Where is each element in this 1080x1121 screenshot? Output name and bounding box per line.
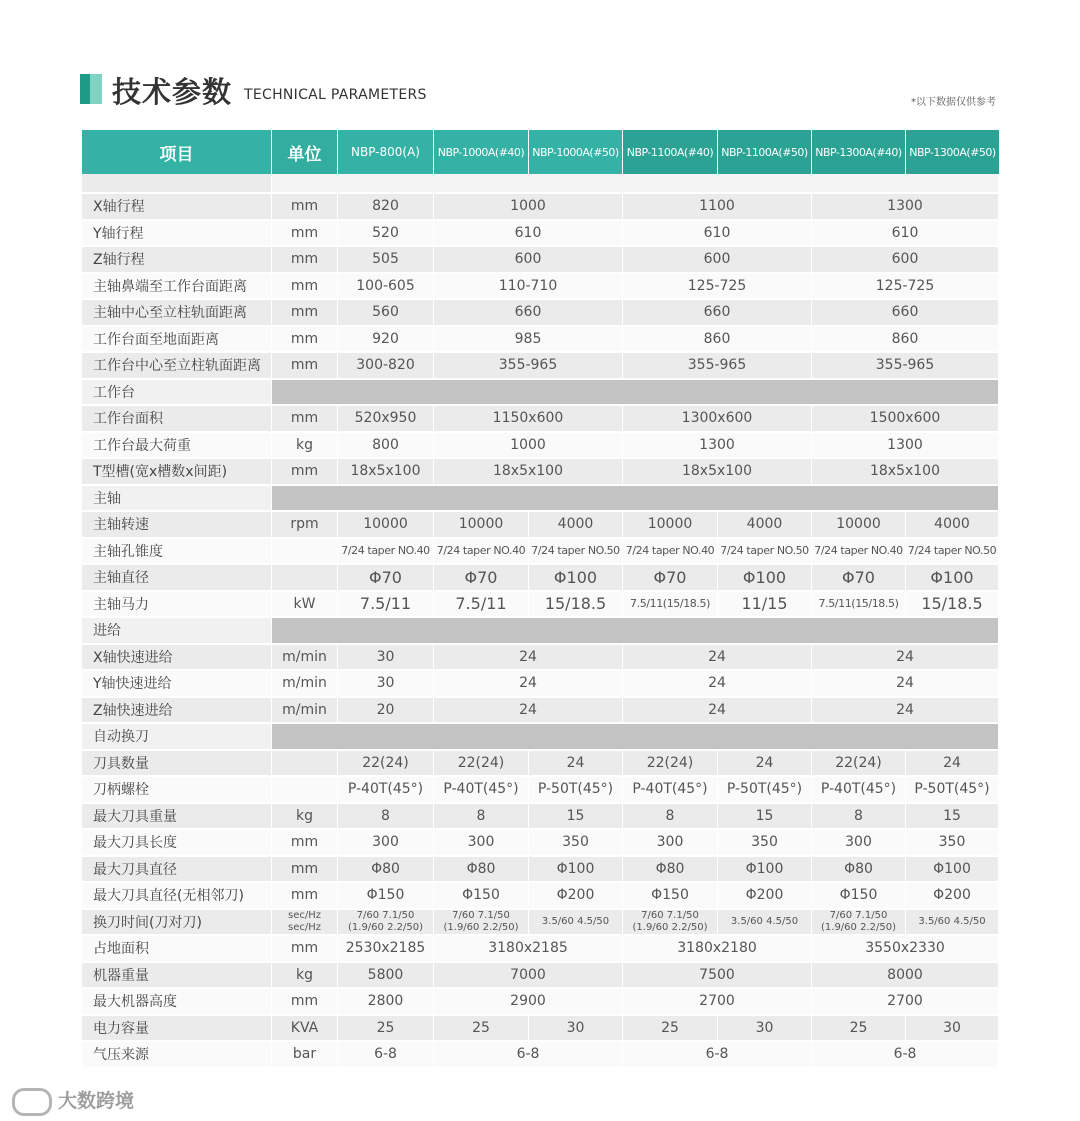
param-value: 24 [812, 645, 999, 672]
section-title: 自动换刀 [82, 724, 272, 751]
param-value: 4000 [906, 512, 999, 539]
param-value: 7/24 taper NO.40 [812, 539, 906, 566]
param-value: 30 [718, 1016, 812, 1043]
param-value: 24 [623, 671, 812, 698]
param-name: 工作台面至地面距离 [82, 327, 272, 354]
parameters-table [82, 130, 999, 1069]
param-value: 6-8 [434, 1042, 623, 1069]
param-value: 300 [623, 830, 718, 857]
param-value: 7/24 taper NO.40 [623, 539, 718, 566]
param-name: 主轴直径 [82, 565, 272, 592]
param-value: 920 [338, 327, 434, 354]
param-value: 15 [529, 804, 623, 831]
param-name: X轴快速进给 [82, 645, 272, 672]
param-value: P-50T(45°) [906, 777, 999, 804]
table-row [82, 910, 999, 937]
param-value: Φ200 [906, 883, 999, 910]
param-name: 主轴孔锥度 [82, 539, 272, 566]
param-value: 22(24) [812, 751, 906, 778]
param-unit: kg [272, 804, 338, 831]
param-name: 换刀时间(刀对刀) [82, 910, 272, 937]
param-value: Φ200 [718, 883, 812, 910]
param-value: 2530x2185 [338, 936, 434, 963]
param-value: 610 [434, 221, 623, 248]
param-unit: kW [272, 592, 338, 619]
param-value: 24 [434, 645, 623, 672]
param-value: 3180x2180 [623, 936, 812, 963]
param-value: 7/60 7.1/50 (1.9/60 2.2/50) [623, 910, 718, 937]
param-value: Φ200 [529, 883, 623, 910]
param-value: 25 [812, 1016, 906, 1043]
param-value: 1300 [812, 433, 999, 460]
param-value: 24 [812, 671, 999, 698]
param-value: 350 [718, 830, 812, 857]
param-value: 18x5x100 [434, 459, 623, 486]
header-unit: 单位 [272, 130, 338, 174]
section-band [272, 486, 999, 513]
param-value: 560 [338, 300, 434, 327]
param-unit [272, 777, 338, 804]
param-name: Y轴行程 [82, 221, 272, 248]
param-name: 主轴转速 [82, 512, 272, 539]
table-row [82, 459, 999, 486]
param-value: 860 [623, 327, 812, 354]
table-row [82, 592, 999, 619]
param-unit: mm [272, 830, 338, 857]
param-value: 24 [623, 698, 812, 725]
param-unit: bar [272, 1042, 338, 1069]
reference-note: *以下数据仅供参考 [911, 97, 996, 108]
param-value: 3.5/60 4.5/50 [906, 910, 999, 937]
param-name: 主轴马力 [82, 592, 272, 619]
param-value: 125-725 [812, 274, 999, 301]
table-row [82, 698, 999, 725]
param-value: 8000 [812, 963, 999, 990]
header-model: NBP-1300A(#40) [812, 130, 906, 174]
section-title: 主轴 [82, 486, 272, 513]
param-value: 25 [338, 1016, 434, 1043]
param-value: 7/60 7.1/50 (1.9/60 2.2/50) [338, 910, 434, 937]
param-value: Φ100 [906, 857, 999, 884]
param-value: 660 [434, 300, 623, 327]
param-value: 8 [812, 804, 906, 831]
param-name: 工作台面积 [82, 406, 272, 433]
param-value: 355-965 [434, 353, 623, 380]
param-name: Z轴快速进给 [82, 698, 272, 725]
table-row [82, 804, 999, 831]
param-value: 7.5/11(15/18.5) [623, 592, 718, 619]
watermark [12, 1086, 134, 1116]
header-model: NBP-1100A(#50) [718, 130, 812, 174]
param-value: 6-8 [623, 1042, 812, 1069]
param-value: 600 [623, 247, 812, 274]
param-unit: m/min [272, 645, 338, 672]
param-value: 18x5x100 [812, 459, 999, 486]
param-value: 10000 [338, 512, 434, 539]
param-value: 10000 [812, 512, 906, 539]
param-value: Φ80 [623, 857, 718, 884]
param-name: 占地面积 [82, 936, 272, 963]
table-row [82, 645, 999, 672]
param-value: Φ150 [812, 883, 906, 910]
param-unit: kg [272, 433, 338, 460]
param-value: 985 [434, 327, 623, 354]
param-value: Φ100 [718, 857, 812, 884]
param-name: Y轴快速进给 [82, 671, 272, 698]
param-value: 7/24 taper NO.40 [338, 539, 434, 566]
param-value: 6-8 [812, 1042, 999, 1069]
section-row [82, 618, 999, 645]
param-value: Φ80 [338, 857, 434, 884]
param-unit: mm [272, 406, 338, 433]
param-value: 610 [812, 221, 999, 248]
header-model: NBP-1100A(#40) [623, 130, 718, 174]
param-unit: mm [272, 883, 338, 910]
param-value: 125-725 [623, 274, 812, 301]
table-row [82, 406, 999, 433]
param-value: 505 [338, 247, 434, 274]
param-name: 最大刀具直径(无相邻刀) [82, 883, 272, 910]
param-unit: mm [272, 353, 338, 380]
header-accent-bar [80, 74, 102, 104]
table-row [82, 1016, 999, 1043]
param-value: 3.5/60 4.5/50 [529, 910, 623, 937]
param-value: 1150x600 [434, 406, 623, 433]
param-value: 7/24 taper NO.50 [906, 539, 999, 566]
param-value: 24 [718, 751, 812, 778]
param-value: 8 [434, 804, 529, 831]
param-value: 10000 [434, 512, 529, 539]
param-unit: mm [272, 221, 338, 248]
param-value: 7/60 7.1/50 (1.9/60 2.2/50) [812, 910, 906, 937]
param-value: 355-965 [812, 353, 999, 380]
param-value: Φ80 [434, 857, 529, 884]
param-unit: mm [272, 857, 338, 884]
param-value: 7500 [623, 963, 812, 990]
header-model: NBP-800(A) [338, 130, 434, 174]
param-value: Φ100 [529, 857, 623, 884]
table-row [82, 353, 999, 380]
param-value: 1300x600 [623, 406, 812, 433]
param-unit: mm [272, 327, 338, 354]
title-cn: 技术参数 [112, 75, 233, 109]
table-row [82, 274, 999, 301]
header-model: NBP-1000A(#40) [434, 130, 529, 174]
param-value: Φ100 [529, 565, 623, 592]
section-band [272, 380, 999, 407]
param-name: 刀具数量 [82, 751, 272, 778]
param-value: 610 [623, 221, 812, 248]
param-value: 3180x2185 [434, 936, 623, 963]
param-value: 18x5x100 [338, 459, 434, 486]
param-value: 660 [812, 300, 999, 327]
title-en: TECHNICAL PARAMETERS [244, 87, 427, 103]
param-name: 最大机器高度 [82, 989, 272, 1016]
section-row [82, 724, 999, 751]
param-value: 1000 [434, 194, 623, 221]
param-value: 1300 [812, 194, 999, 221]
param-name: 最大刀具长度 [82, 830, 272, 857]
param-value: 520 [338, 221, 434, 248]
table-row [82, 857, 999, 884]
param-value: 300-820 [338, 353, 434, 380]
table-row [82, 671, 999, 698]
param-unit [272, 565, 338, 592]
param-unit: mm [272, 989, 338, 1016]
param-value: 860 [812, 327, 999, 354]
param-name: 主轴中心至立柱轨面距离 [82, 300, 272, 327]
param-value: Φ80 [812, 857, 906, 884]
table-row [82, 565, 999, 592]
table-row [82, 433, 999, 460]
table-row [82, 512, 999, 539]
param-unit: m/min [272, 671, 338, 698]
param-unit [272, 539, 338, 566]
param-value: 3.5/60 4.5/50 [718, 910, 812, 937]
param-value: Φ70 [812, 565, 906, 592]
param-value: 25 [623, 1016, 718, 1043]
param-name: 刀柄螺栓 [82, 777, 272, 804]
table-row [82, 989, 999, 1016]
table-row [82, 300, 999, 327]
param-unit: m/min [272, 698, 338, 725]
param-name: 机器重量 [82, 963, 272, 990]
param-value: 15/18.5 [906, 592, 999, 619]
param-value: 30 [338, 645, 434, 672]
param-name: 电力容量 [82, 1016, 272, 1043]
param-value: 600 [812, 247, 999, 274]
param-name: 最大刀具直径 [82, 857, 272, 884]
param-value: 100-605 [338, 274, 434, 301]
param-value: 24 [434, 671, 623, 698]
watermark-text: 大数跨境 [58, 1090, 135, 1112]
watermark-logo-icon [12, 1088, 52, 1116]
table-row [82, 539, 999, 566]
param-name: 气压来源 [82, 1042, 272, 1069]
param-value: 110-710 [434, 274, 623, 301]
param-unit: sec/Hz sec/Hz [272, 910, 338, 937]
param-unit: mm [272, 274, 338, 301]
param-value: 1500x600 [812, 406, 999, 433]
param-name: T型槽(宽x槽数x间距) [82, 459, 272, 486]
param-value: 7/24 taper NO.50 [718, 539, 812, 566]
param-value: 22(24) [623, 751, 718, 778]
param-value: 7/24 taper NO.40 [434, 539, 529, 566]
table-row [82, 963, 999, 990]
param-value: 7/60 7.1/50 (1.9/60 2.2/50) [434, 910, 529, 937]
param-value: 11/15 [718, 592, 812, 619]
table-row [82, 1042, 999, 1069]
param-name: Z轴行程 [82, 247, 272, 274]
param-value: 520x950 [338, 406, 434, 433]
param-value: 300 [434, 830, 529, 857]
param-value: 1300 [623, 433, 812, 460]
param-value: P-50T(45°) [529, 777, 623, 804]
param-value: 600 [434, 247, 623, 274]
param-value: 22(24) [434, 751, 529, 778]
param-value: 7.5/11 [434, 592, 529, 619]
param-name: 主轴鼻端至工作台面距离 [82, 274, 272, 301]
section-title: 进给 [82, 618, 272, 645]
header-model: NBP-1000A(#50) [529, 130, 623, 174]
param-value: 800 [338, 433, 434, 460]
param-value: 2700 [812, 989, 999, 1016]
param-value: P-40T(45°) [434, 777, 529, 804]
param-value: 1100 [623, 194, 812, 221]
section-band [272, 724, 999, 751]
param-value: 30 [529, 1016, 623, 1043]
param-value: 4000 [718, 512, 812, 539]
param-value: 1000 [434, 433, 623, 460]
spacer-band [272, 174, 999, 194]
param-value: 22(24) [338, 751, 434, 778]
param-unit: kg [272, 963, 338, 990]
param-value: 820 [338, 194, 434, 221]
table-row [82, 936, 999, 963]
table-row [82, 247, 999, 274]
param-unit: mm [272, 300, 338, 327]
param-value: 2800 [338, 989, 434, 1016]
param-name: 工作台中心至立柱轨面距离 [82, 353, 272, 380]
table-row [82, 777, 999, 804]
param-value: 7000 [434, 963, 623, 990]
param-value: 7/24 taper NO.50 [529, 539, 623, 566]
table-row [82, 883, 999, 910]
spacer-cell [82, 174, 272, 194]
param-value: 8 [338, 804, 434, 831]
param-value: 4000 [529, 512, 623, 539]
param-value: 2900 [434, 989, 623, 1016]
param-name: 工作台最大荷重 [82, 433, 272, 460]
param-value: 300 [812, 830, 906, 857]
param-value: 20 [338, 698, 434, 725]
param-value: 24 [434, 698, 623, 725]
param-value: Φ150 [623, 883, 718, 910]
param-value: 30 [906, 1016, 999, 1043]
param-value: P-40T(45°) [812, 777, 906, 804]
param-value: 24 [529, 751, 623, 778]
table-row [82, 327, 999, 354]
param-value: P-50T(45°) [718, 777, 812, 804]
param-value: 15 [718, 804, 812, 831]
param-unit: mm [272, 459, 338, 486]
param-value: 660 [623, 300, 812, 327]
table-row [82, 221, 999, 248]
param-value: 3550x2330 [812, 936, 999, 963]
param-unit: mm [272, 936, 338, 963]
param-value: 350 [529, 830, 623, 857]
param-value: 8 [623, 804, 718, 831]
table-row [82, 830, 999, 857]
param-unit [272, 751, 338, 778]
param-value: 300 [338, 830, 434, 857]
param-value: 24 [812, 698, 999, 725]
param-value: Φ70 [434, 565, 529, 592]
param-value: 7.5/11 [338, 592, 434, 619]
table-header [82, 130, 999, 174]
header-item: 项目 [82, 130, 272, 174]
param-value: 18x5x100 [623, 459, 812, 486]
table-row [82, 751, 999, 778]
section-band [272, 618, 999, 645]
param-value: 24 [906, 751, 999, 778]
param-value: 6-8 [338, 1042, 434, 1069]
param-value: Φ100 [906, 565, 999, 592]
param-name: X轴行程 [82, 194, 272, 221]
param-unit: mm [272, 194, 338, 221]
param-name: 最大刀具重量 [82, 804, 272, 831]
param-value: 350 [906, 830, 999, 857]
param-value: 30 [338, 671, 434, 698]
section-row [82, 380, 999, 407]
param-unit: KVA [272, 1016, 338, 1043]
table-row [82, 194, 999, 221]
param-value: Φ70 [623, 565, 718, 592]
param-unit: rpm [272, 512, 338, 539]
param-value: 355-965 [623, 353, 812, 380]
param-value: Φ150 [338, 883, 434, 910]
param-value: 10000 [623, 512, 718, 539]
header-model: NBP-1300A(#50) [906, 130, 999, 174]
param-value: 24 [623, 645, 812, 672]
param-value: Φ70 [338, 565, 434, 592]
param-value: 25 [434, 1016, 529, 1043]
param-value: 15/18.5 [529, 592, 623, 619]
param-value: 15 [906, 804, 999, 831]
param-value: Φ150 [434, 883, 529, 910]
section-row [82, 486, 999, 513]
section-title: 工作台 [82, 380, 272, 407]
param-value: Φ100 [718, 565, 812, 592]
param-value: 2700 [623, 989, 812, 1016]
param-unit: mm [272, 247, 338, 274]
param-value: P-40T(45°) [338, 777, 434, 804]
param-value: P-40T(45°) [623, 777, 718, 804]
param-value: 7.5/11(15/18.5) [812, 592, 906, 619]
param-value: 5800 [338, 963, 434, 990]
